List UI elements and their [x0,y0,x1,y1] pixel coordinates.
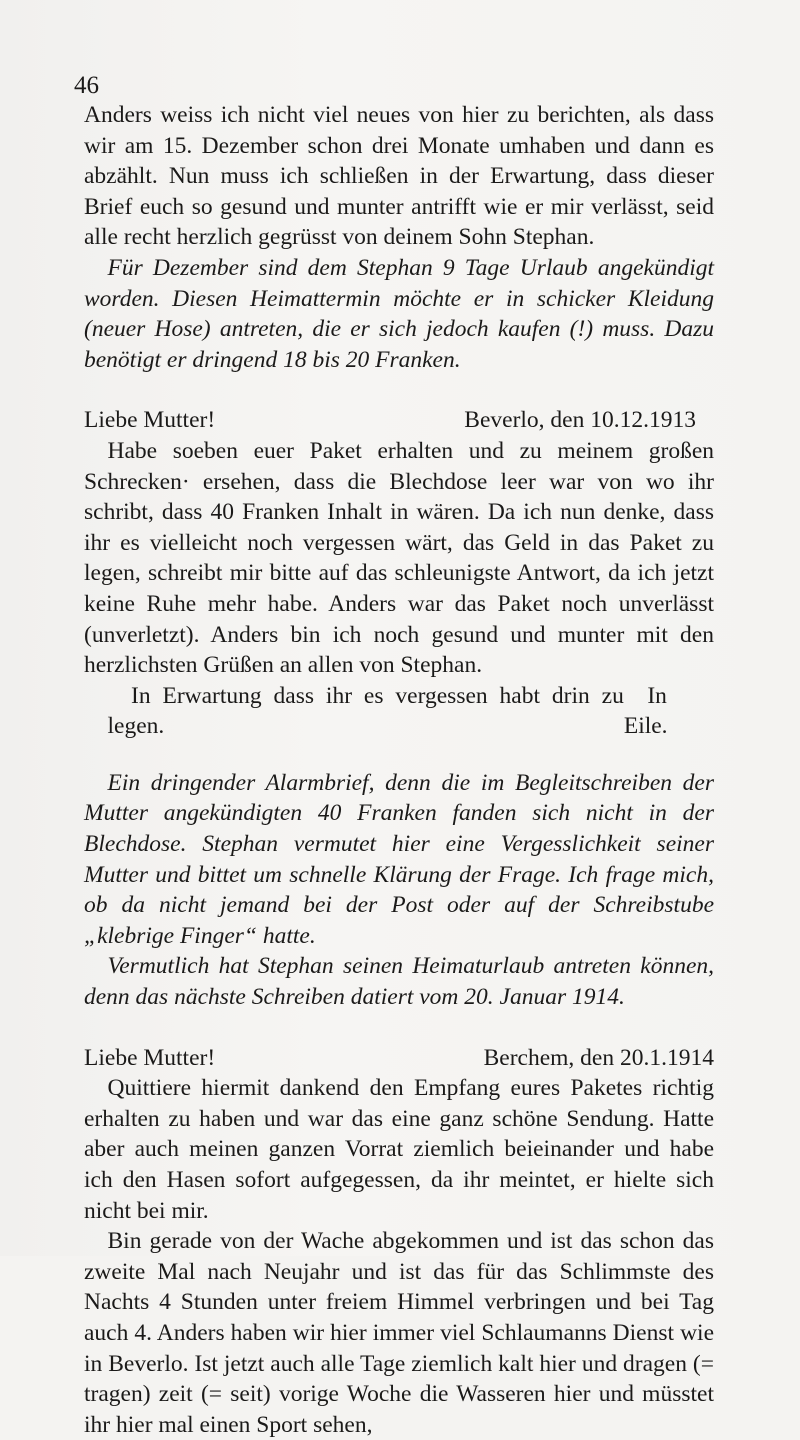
letter-closing-sign: In Eile. [623,682,668,740]
letter-place-date: Berchem, den 20.1.1914 [483,1044,714,1071]
letter-body: Bin gerade von der Wache abgekommen und ist das schon das zweite Mal nach Neujahr und ist das für das Schlimmste des Nachts 4 Stunden unter freiem Himmel verbringen und bei Tag auch 4. Anders haben wir hier immer viel Schlaumanns Dienst wie in Beverlo. Ist jetzt auch alle Tage ziemlich kalt hier und dragen (= tragen) zeit (= seit) vorige Woche die Wasseren hier und müsstet ihr hier mal einen Sport sehen, [84,1228,714,1438]
letter-greeting: Liebe Mutter! [84,1044,216,1071]
commentary-paragraph: Für Dezember sind dem Stephan 9 Tage Urlaub angekündigt worden. Diesen Heimattermin möchte er in schicker Kleidung (neuer Hose) antreten, die er sich jedoch kaufen (!) muss. Dazu benötigt er dringend 18 bis 20 Franken. [84,254,714,373]
letter-heading [84,405,714,436]
commentary-paragraph: Vermutlich hat Stephan seinen Heimaturlaub antreten können, denn das nächste Schreiben datiert vom 20. Januar 1914. [84,953,714,1011]
letter-closing-line [84,681,714,742]
page-number: 46 [74,72,99,99]
page-content [84,100,714,1440]
letter-place-date: Beverlo, den 10.12.1913 [464,407,696,434]
commentary-paragraph: Ein dringender Alarmbrief, denn die im Begleitschreiben der Mutter angekündigten 40 Franken fanden sich nicht in der Blechdose. Stephan vermutet hier eine Vergesslichkeit seiner Mutter und bittet um schnelle Klärung der Frage. Ich frage mich, ob da nicht jemand bei der Post oder auf der Schreibstube „klebrige Finger“ hatte. [84,769,714,949]
letter-greeting: Liebe Mutter! [84,407,216,434]
letter-closing-paragraph: Anders weiss ich nicht viel neues von hier zu berichten, als dass wir am 15. Dezember schon drei Monate umhaben und dann es abzählt. Nun muss ich schließen in der Erwartung, dass dieser Brief euch so gesund und munter antrifft wie er mir verlässt, seid alle recht herzlich gegrüsst von deinem Sohn Stephan. [84,102,714,251]
letter-closing-text: In Erwartung dass ihr es vergessen habt drin zu legen. [107,682,624,740]
letter-heading [84,1043,714,1074]
letter-body: Habe soeben euer Paket erhalten und zu meinem großen Schrecken· ersehen, dass die Blechdose leer war von wo ihr schribt, dass 40 Franken Inhalt in wären. Da ich nun denke, dass ihr es vielleicht noch vergessen wärt, das Geld in das Paket zu legen, schreibt mir bitte auf das schleunigste Antwort, da ich jetzt keine Ruhe mehr habe. Anders war das Paket noch unverlässt (unverletzt). Anders bin ich noch gesund und munter mit den herzlichsten Grüßen an allen von Stephan. [84,437,714,679]
letter-body: Quittiere hiermit dankend den Empfang eures Paketes richtig erhalten zu haben und war das eine ganz schöne Sendung. Hatte aber auch meinen ganzen Vorrat ziemlich beieinander und habe ich den Hasen sofort aufgegessen, da ihr meintet, er hielte sich nicht bei mir. [84,1075,714,1224]
